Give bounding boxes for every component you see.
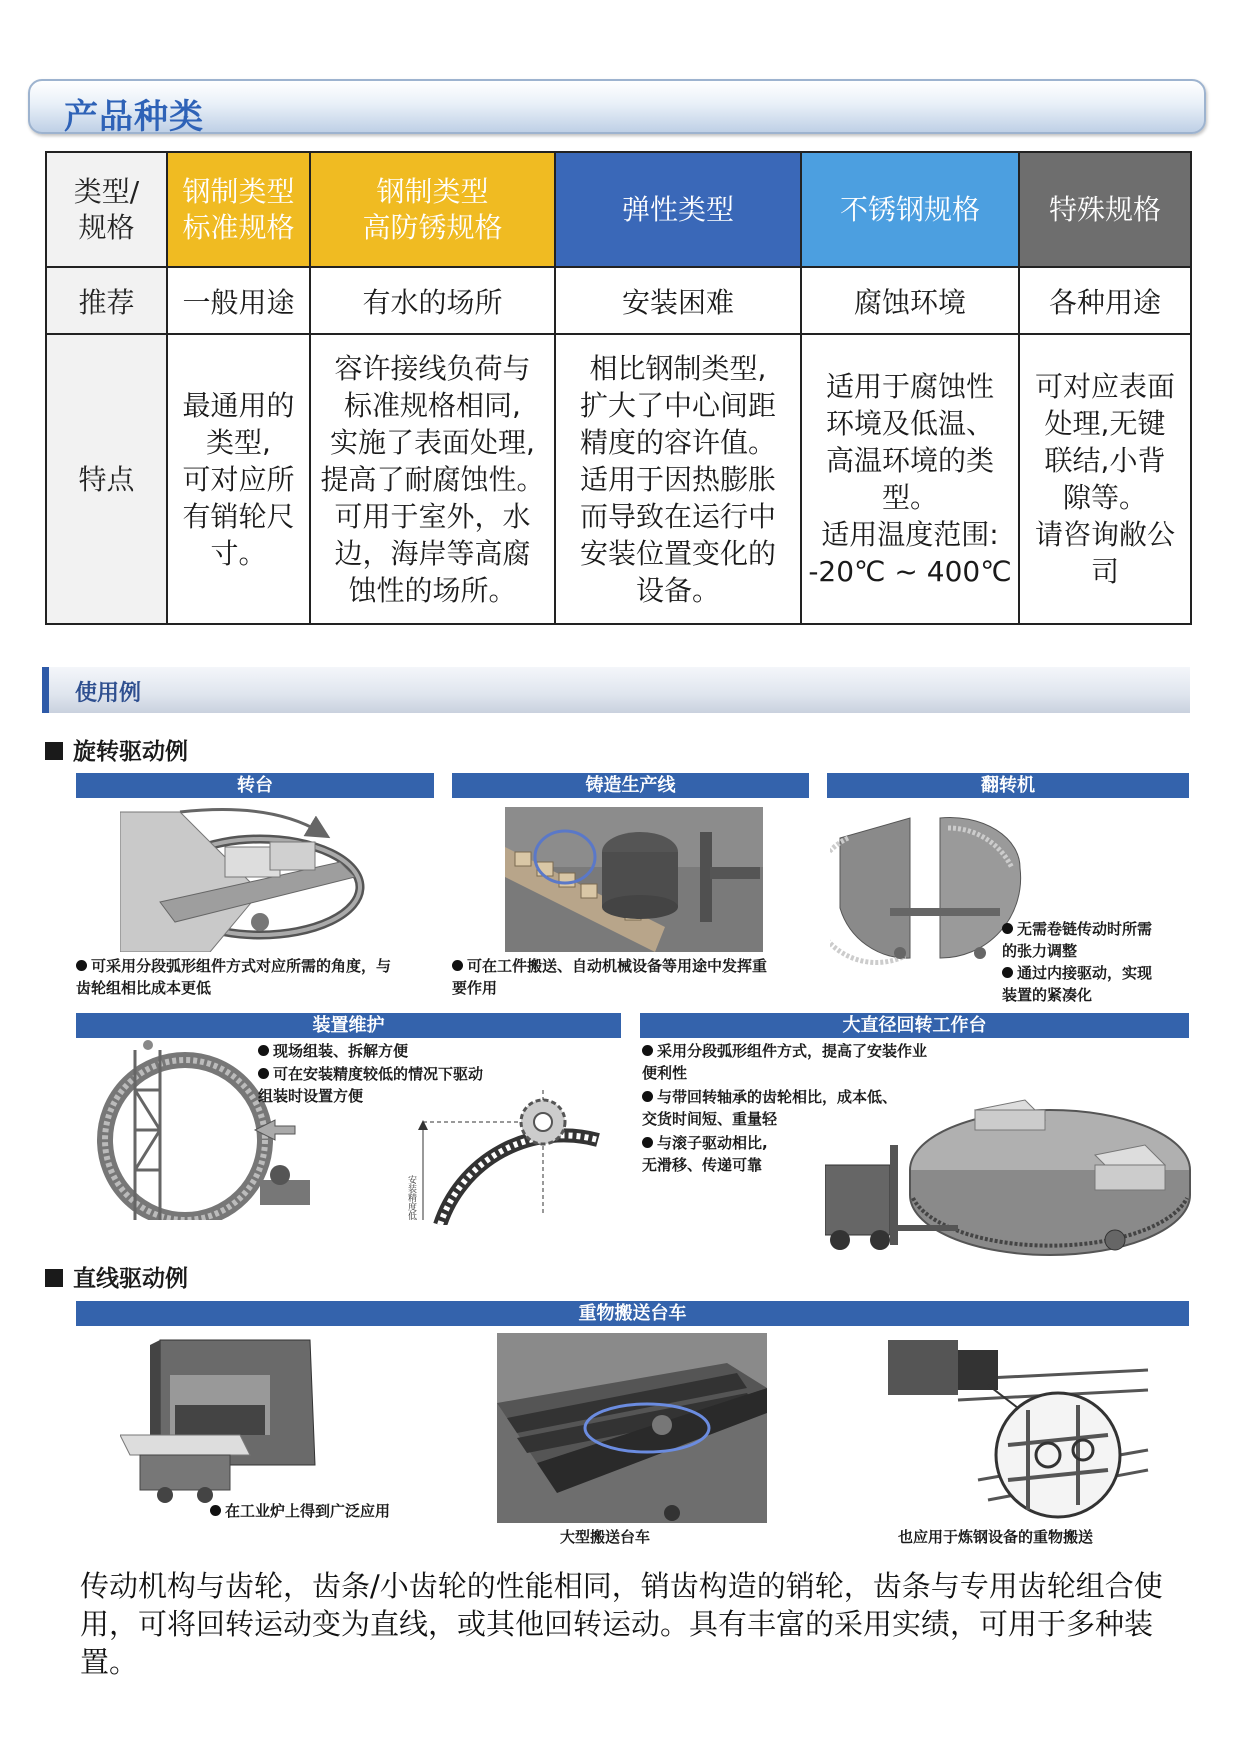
category-turntable: 转台 [76, 773, 434, 798]
usage-section-bar [42, 667, 1190, 713]
feature-cell: 可对应表面 处理,无键 联结,小背 隙等。 请咨询敝公 司 [1019, 334, 1191, 624]
bullet-icon [258, 1068, 269, 1079]
bullet-icon [1002, 923, 1013, 934]
flipper-illustration [830, 808, 1030, 968]
recommend-cell: 有水的场所 [310, 267, 555, 334]
note-maintenance-1: 现场组装、拆解方便 [258, 1040, 578, 1062]
bullet-icon [76, 960, 87, 971]
recommend-cell: 腐蚀环境 [801, 267, 1019, 334]
note-turntable: 可采用分段弧形组件方式对应所需的角度，与 齿轮组相比成本更低 [76, 957, 392, 997]
header-steel-standard: 钢制类型 标准规格 [167, 152, 310, 267]
bullet-icon [642, 1045, 653, 1056]
note-large-turntable-3: 与滚子驱动相比, 无滑移、传递可靠 [642, 1134, 768, 1174]
section-title-banner [28, 79, 1206, 137]
recommend-cell: 各种用途 [1019, 267, 1191, 334]
header-type-spec: 类型/ 规格 [46, 152, 167, 267]
recommend-cell: 安装困难 [555, 267, 801, 334]
header-special: 特殊规格 [1019, 152, 1191, 267]
square-bullet-icon [45, 1269, 63, 1287]
usage-title: 使用例 [75, 681, 142, 706]
header-elastic: 弹性类型 [555, 152, 801, 267]
product-type-table [45, 151, 1192, 625]
caption-steel-plant: 也应用于炼钢设备的重物搬送 [898, 1528, 1094, 1546]
rotary-heading: 旋转驱动例 [45, 733, 188, 766]
category-heavy-cart: 重物搬送台车 [76, 1301, 1189, 1326]
bullet-icon [642, 1137, 653, 1148]
note-furnace: 在工业炉上得到广泛应用 [210, 1500, 470, 1522]
section-title: 产品种类 [64, 97, 204, 137]
square-bullet-icon [45, 742, 63, 760]
furnace-illustration [120, 1335, 320, 1520]
bullet-icon [258, 1045, 269, 1056]
bullet-icon [642, 1091, 653, 1102]
recommend-cell: 一般用途 [167, 267, 310, 334]
category-maintenance: 装置维护 [76, 1013, 621, 1038]
casting-line-illustration [505, 807, 763, 952]
category-large-turntable: 大直径回转工作台 [640, 1013, 1189, 1038]
precision-axis-text: 安装精度低 [406, 1175, 416, 1220]
bullet-icon [1002, 967, 1013, 978]
header-stainless: 不锈钢规格 [801, 152, 1019, 267]
bullet-icon [452, 960, 463, 971]
turntable-illustration [120, 802, 365, 952]
bullet-icon [210, 1505, 221, 1516]
feature-label: 特点 [46, 334, 167, 624]
precision-diagram [418, 1090, 608, 1225]
linear-heading: 直线驱动例 [45, 1260, 188, 1293]
feature-cell: 相比钢制类型, 扩大了中心间距 精度的容许值。 适用于因热膨胀 而导致在运行中 安装位置变化的 设备。 [555, 334, 801, 624]
feature-cell: 适用于腐蚀性 环境及低温、 高温环境的类 型。 适用温度范围: -20℃ ~ 400℃ [801, 334, 1019, 624]
caption-large-cart: 大型搬送台车 [560, 1528, 651, 1546]
note-large-turntable-1: 采用分段弧形组件方式，提高了安装作业 便利性 [642, 1042, 928, 1082]
recommend-label: 推荐 [46, 267, 167, 334]
steel-plant-illustration [888, 1340, 1153, 1520]
note-maintenance-2: 可在安装精度较低的情况下驱动 组装时设置方便 [258, 1065, 484, 1105]
feature-cell: 最通用的 类型, 可对应所 有销轮尺 寸。 [167, 334, 310, 624]
category-casting-line: 铸造生产线 [452, 773, 809, 798]
footer-description: 传动机构与齿轮，齿条/小齿轮的性能相同，销齿构造的销轮，齿条与专用齿轮组合使用，可将回转运动变为直线，或其他回转运动。具有丰富的采用实绩，可用于多种装置。 [80, 1569, 1163, 1679]
note-large-turntable-2: 与带回转轴承的齿轮相比，成本低、 交货时间短、重量轻 [642, 1088, 898, 1128]
feature-cell: 容许接线负荷与 标准规格相同, 实施了表面处理, 提高了耐腐蚀性。 可用于室外，水 边，海岸等高腐 蚀性的场所。 [310, 334, 555, 624]
large-cart-illustration [497, 1333, 767, 1523]
header-steel-rustproof: 钢制类型 高防锈规格 [310, 152, 555, 267]
note-flipper-1: 无需卷链传动时所需 的张力调整 [1002, 920, 1153, 960]
note-casting: 可在工件搬送、自动机械设备等用途中发挥重 要作用 [452, 957, 768, 997]
note-flipper-2: 通过内接驱动，实现 装置的紧凑化 [1002, 964, 1153, 1004]
category-flipper: 翻转机 [827, 773, 1189, 798]
